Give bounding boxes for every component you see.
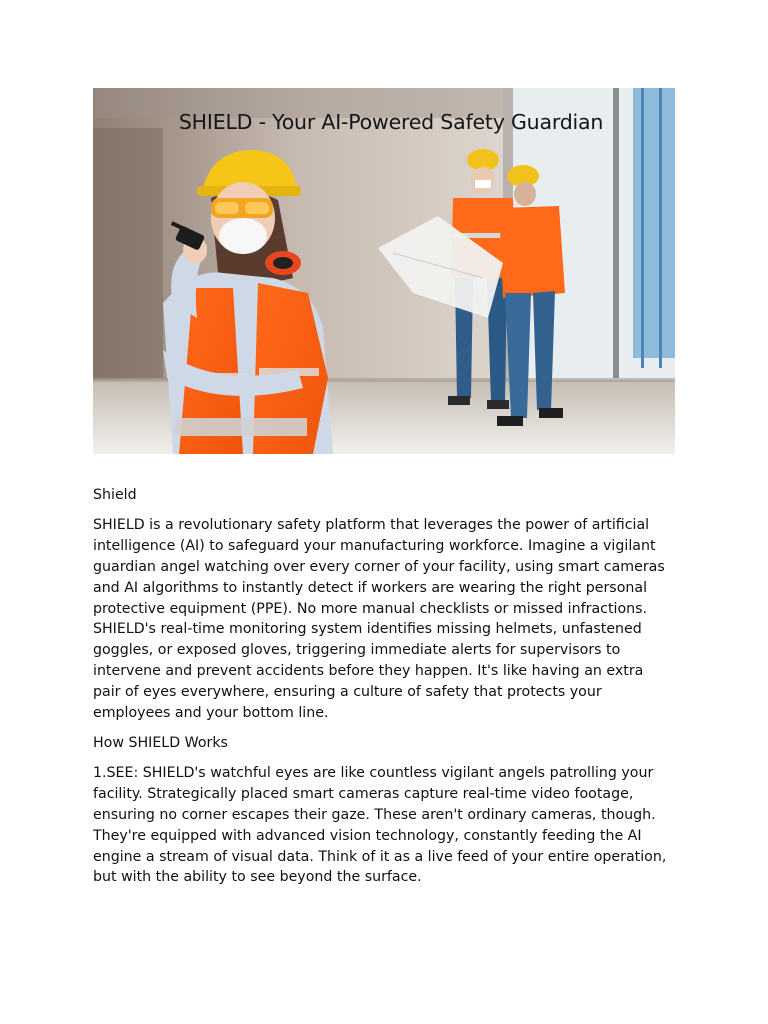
construction-workers-photo: [93, 88, 675, 454]
section-heading-how-it-works: How SHIELD Works: [93, 734, 228, 751]
section-heading-shield: Shield: [93, 487, 137, 503]
document-body: [93, 485, 675, 897]
step-1-paragraph: 1.SEE: SHIELD's watchful eyes are like countless vigilant angels patrolling your facility. Strategically placed smart cameras capture real-time video footage, ensuring no corner escapes their gaze. These aren't ordinary cameras, though. They're equipped with advanced vision technology, constantly feeding the AI engine a stream of visual data. Think of it as a live feed of your entire operation, but with the ability to see beyond the surface.: [93, 764, 667, 886]
hero-title: SHIELD - Your AI-Powered Safety Guardian: [178, 110, 604, 134]
intro-paragraph: SHIELD is a revolutionary safety platform that leverages the power of artificial intelligence (AI) to safeguard your manufacturing workforce. Imagine a vigilant guardian angel watching over every corner of your facility, using smart cameras and AI algorithms to instantly detect if workers are wearing the right personal protective equipment (PPE). No more manual checklists or missed infractions. SHIELD's real-time monitoring system identifies missing helmets, unfastened goggles, or exposed gloves, triggering immediate alerts for supervisors to intervene and prevent accidents before they happen. It's like having an extra pair of eyes everywhere, ensuring a culture of safety that protects your employees and your bottom line.: [93, 516, 665, 722]
hero-image: [93, 88, 675, 454]
